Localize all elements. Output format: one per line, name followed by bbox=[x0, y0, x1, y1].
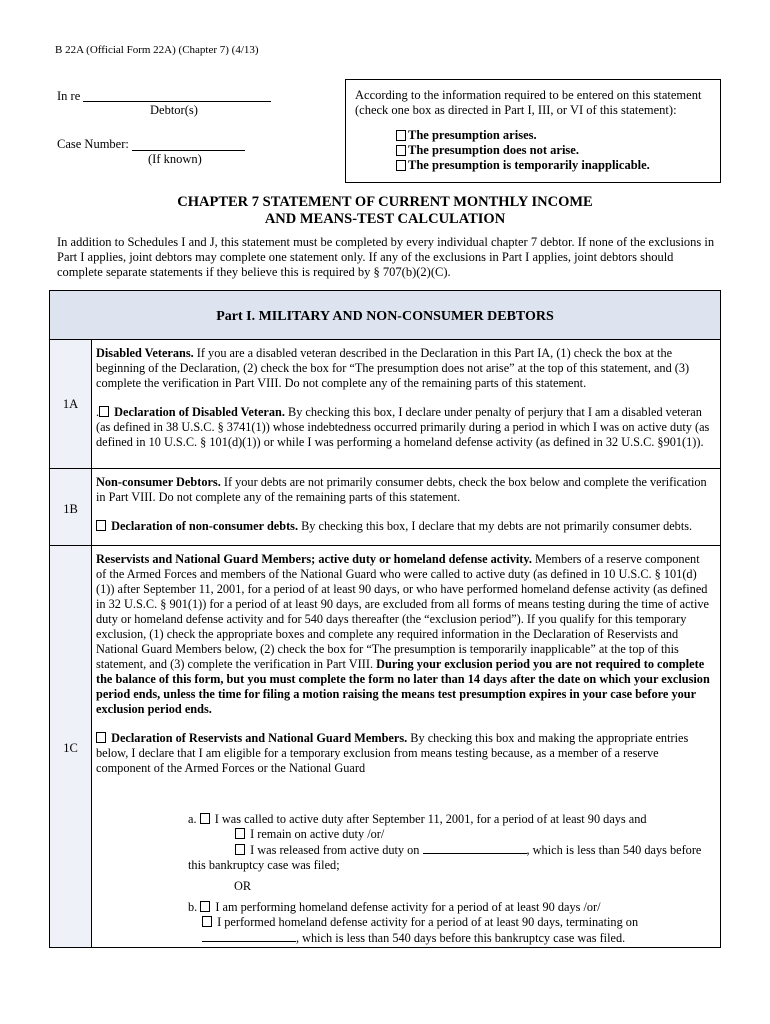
row-1c-decl-title: Declaration of Reservists and National Guard Members. bbox=[111, 731, 408, 745]
reservists-declaration-checkbox[interactable] bbox=[96, 732, 106, 743]
part1-table bbox=[49, 290, 721, 948]
row-1a-lead-title: Disabled Veterans. bbox=[96, 346, 194, 360]
option-a-sub2-cont: this bankruptcy case was filed; bbox=[188, 858, 340, 872]
form-title-line2: AND MEANS-TEST CALCULATION bbox=[264, 211, 506, 227]
or-separator: OR bbox=[234, 879, 252, 893]
row-1b-number: 1B bbox=[63, 502, 78, 516]
presumption-temporarily-inapplicable-checkbox[interactable] bbox=[396, 160, 406, 171]
non-consumer-debts-checkbox[interactable] bbox=[96, 520, 106, 531]
row-1a-decl-text: By checking this box, I declare under penalty of perjury that I am a disabled veteran (as defined in 38 U.S.C. § 3741(1)) whose indebtedness occurred primarily during a period in which I was on active duty (as defined in 10 U.S.C. § 101(d)(1)) or while I was performing a homeland defense activity (as defined in 32 U.S.C. §901(1)). bbox=[96, 405, 710, 449]
row-1b-lead-title: Non-consumer Debtors. bbox=[96, 475, 221, 489]
release-date-field[interactable] bbox=[423, 842, 527, 854]
row-1b-decl-title: Declaration of non-consumer debts. bbox=[111, 519, 299, 533]
row-1b-number-cell bbox=[50, 469, 92, 545]
released-active-duty-checkbox[interactable] bbox=[235, 844, 245, 855]
presumption-option-temporarily-inapplicable bbox=[396, 158, 650, 173]
case-number-field[interactable] bbox=[132, 150, 245, 151]
option-b-checkbox[interactable] bbox=[200, 901, 210, 912]
row-1b-decl-text: By checking this box, I declare that my debts are not primarily consumer debts. bbox=[298, 519, 693, 533]
option-b-sub2-post: , which is less than 540 days before this bankruptcy case was filed. bbox=[296, 931, 626, 945]
option-b-label: b. bbox=[188, 900, 198, 914]
row-1c-body bbox=[96, 552, 712, 946]
row-1b-body bbox=[96, 475, 712, 534]
disabled-veteran-checkbox[interactable] bbox=[99, 406, 109, 417]
row-1a-body bbox=[96, 346, 712, 450]
part1-heading: Part I. MILITARY AND NON-CONSUMER DEBTORS bbox=[50, 291, 720, 340]
option-b-sub1: I performed homeland defense activity for a period of at least 90 days, terminating on bbox=[214, 915, 639, 929]
presumption-option-does-not-arise bbox=[396, 143, 579, 158]
row-1c-number-cell bbox=[50, 546, 92, 947]
presumption-arises-label: The presumption arises. bbox=[408, 128, 537, 142]
option-a-sub1: I remain on active duty /or/ bbox=[247, 827, 385, 841]
option-a-label: a. bbox=[188, 812, 197, 826]
debtor-name-field[interactable] bbox=[83, 101, 271, 102]
presumption-box bbox=[345, 79, 721, 183]
termination-date-field[interactable] bbox=[202, 930, 296, 942]
presumption-intro: According to the information required to be entered on this statement (check one box as directed in Part I, III, or VI of this statement): bbox=[355, 88, 702, 117]
row-1a bbox=[50, 340, 720, 469]
debtor-label: Debtor(s) bbox=[150, 103, 198, 117]
option-b-text: I am performing homeland defense activity for a period of at least 90 days /or/ bbox=[212, 900, 601, 914]
row-1c-lead-bold-tail: During your exclusion period you are not required to complete the balance of this form, but you must complete the form no later than 14 days after the date on which your exclusion period ends, unless the time for filing a motion raising the means test presumption expires in your case before your exclusion period ends. bbox=[96, 657, 710, 716]
case-number-label: Case Number: bbox=[57, 137, 129, 151]
row-1a-decl-prefix: . bbox=[96, 405, 100, 419]
presumption-option-arises bbox=[396, 128, 537, 143]
presumption-does-not-arise-checkbox[interactable] bbox=[396, 145, 406, 156]
row-1c-number: 1C bbox=[63, 741, 78, 755]
row-1c-lead-title: Reservists and National Guard Members; active duty or homeland defense activity. bbox=[96, 552, 532, 566]
row-1c-decl-text: By checking this box and making the appropriate entries below, I declare that I am eligible for a temporary exclusion from means testing because, as a member of a reserve component of the Armed Forces or the National Guard bbox=[96, 731, 689, 775]
presumption-does-not-arise-label: The presumption does not arise. bbox=[408, 143, 579, 157]
option-a-sub2-pre: I was released from active duty on bbox=[247, 843, 423, 857]
form-identifier: B 22A (Official Form 22A) (Chapter 7) (4/13) bbox=[55, 44, 259, 56]
presumption-temporarily-inapplicable-label: The presumption is temporarily inapplicable. bbox=[408, 158, 650, 172]
in-re-label: In re bbox=[57, 89, 81, 103]
presumption-arises-checkbox[interactable] bbox=[396, 130, 406, 141]
remain-active-duty-checkbox[interactable] bbox=[235, 828, 245, 839]
row-1b-lead-text: If your debts are not primarily consumer debts, check the box below and complete the verification in Part VIII. Do not complete any of the remaining parts of this statement. bbox=[96, 475, 707, 504]
row-1c bbox=[50, 546, 720, 947]
option-a-text: I was called to active duty after September 11, 2001, for a period of at least 90 days and bbox=[211, 812, 647, 826]
row-1b bbox=[50, 469, 720, 546]
performed-homeland-defense-checkbox[interactable] bbox=[202, 916, 212, 927]
if-known-label: (If known) bbox=[148, 152, 202, 166]
row-1a-lead-text: If you are a disabled veteran described in the Declaration in this Part IA, (1) check the box at the beginning of the Declaration, (2) check the box for “The presumption does not arise” at the top of this statement, and (3) complete the verification in Part VIII. Do not complete any of the remaining parts of this statement. bbox=[96, 346, 690, 390]
row-1a-number-cell bbox=[50, 340, 92, 468]
form-title-line1: CHAPTER 7 STATEMENT OF CURRENT MONTHLY INCOME bbox=[177, 194, 593, 210]
row-1c-lead-text: Members of a reserve component of the Armed Forces and members of the National Guard who were called to active duty (as defined in 10 U.S.C. § 101(d)(1)) after September 11, 2001, for a period of at least 90 days, or who have performed homeland defense activity (as defined in 32 U.S.C. § 901(1)) for a period of at least 90 days, are excluded from all forms of means testing during the time of active duty or homeland defense activity and for 540 days thereafter (the “exclusion period”). If you qualify for this temporary exclusion, (1) check the appropriate boxes and complete any required information in the Declaration of Reservists and National Guard Members below, (2) check the box for “The presumption is temporarily inapplicable” at the top of this statement, and (3) complete the verification in Part VIII. bbox=[96, 552, 709, 671]
option-a-checkbox[interactable] bbox=[200, 813, 210, 824]
option-a-sub2-post: , which is less than 540 days before bbox=[526, 843, 702, 857]
row-1a-number: 1A bbox=[62, 397, 79, 411]
row-1a-decl-title: Declaration of Disabled Veteran. bbox=[114, 405, 285, 419]
intro-paragraph: In addition to Schedules I and J, this statement must be completed by every individual chapter 7 debtor. If none of the exclusions in Part I applies, joint debtors may complete one statement only. If any of the exclusions in Part I applies, joint debtors should complete separate statements if they believe this is required by § 707(b)(2)(C). bbox=[57, 235, 715, 279]
